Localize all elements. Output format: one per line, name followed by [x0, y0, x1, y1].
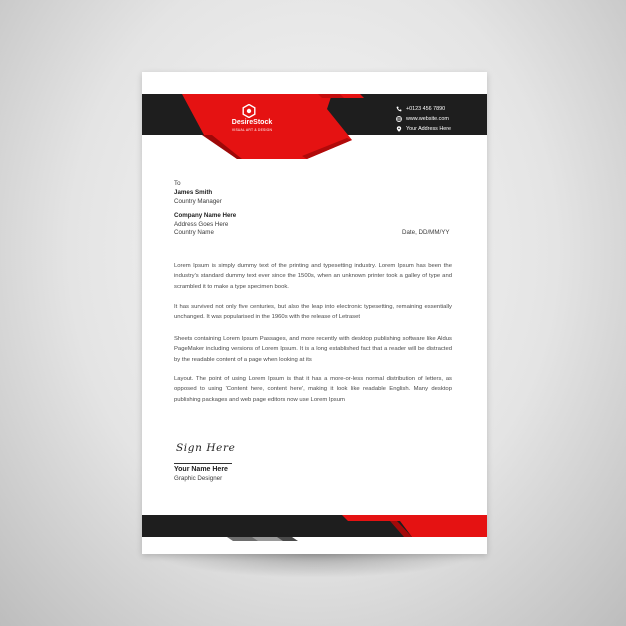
brand-name: DesireStock	[231, 119, 273, 126]
recipient-name: James Smith	[174, 189, 213, 196]
signature-script: Sign Here	[176, 442, 236, 454]
body-paragraph-4: Layout. The point of using Lorem Ipsum is that it has a more-or-less normal distribution of letters, as opposed to using 'Content here, content here', making it look like readable English. Many desktop publishing packages and web page editors now use Lorem Ipsum	[174, 376, 452, 403]
contact-phone-text: +0123 456 7890	[406, 106, 446, 112]
recipient-address: Address Goes Here	[174, 221, 229, 228]
letter-date: Date, DD/MM/YY	[402, 229, 450, 236]
body-paragraph-3: Sheets containing Lorem Ipsum Passages, and more recently with desktop publishing software like Aldus PageMaker including versions of Lorem Ipsum. It is a long established fact that a reader will be distracted by the readable content of a page when looking at its	[174, 336, 452, 363]
brand-tagline: VISUAL ART & DESIGN	[231, 128, 273, 132]
recipient-to-label: To	[174, 180, 181, 187]
recipient-company: Company Name Here	[174, 212, 237, 219]
recipient-country: Country Name	[174, 229, 214, 236]
page-shadow	[150, 552, 480, 578]
body-paragraph-2: It has survived not only five centuries, but also the leap into electronic typesetting, remaining essentially unchanged. It was popularised in the 1960s with the release of Letraset	[174, 304, 452, 321]
contact-website-text: www.website.com	[406, 116, 449, 122]
phone-icon	[396, 106, 402, 112]
globe-icon	[396, 116, 402, 122]
letterhead-page	[142, 72, 487, 554]
hexagon-logo-icon	[242, 104, 256, 118]
signature-line	[174, 463, 232, 464]
location-pin-icon	[396, 126, 402, 132]
body-paragraph-1: Lorem Ipsum is simply dummy text of the printing and typesetting industry. Lorem Ipsum has been the industry's standard dummy text ever since the 1500s, when an unknown printer took a galley of type and scrambled it to make a type specimen book.	[174, 263, 452, 290]
contact-address-text: Your Address Here	[406, 126, 452, 132]
recipient-title: Country Manager	[174, 198, 222, 205]
header-red-stripe-2	[318, 94, 344, 98]
signer-name: Your Name Here	[174, 466, 228, 473]
signer-role: Graphic Designer	[174, 475, 223, 482]
